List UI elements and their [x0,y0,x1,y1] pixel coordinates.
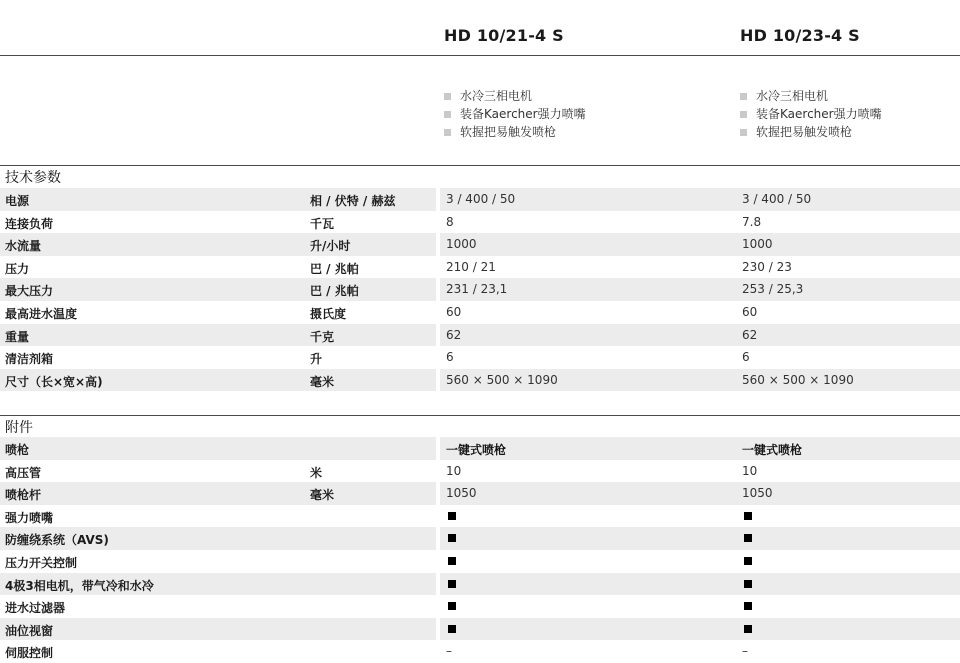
model-2-cell [736,482,960,505]
included-icon [448,625,456,633]
model-2-value: 一键式喷枪 [742,443,803,457]
row-unit: 巴 / 兆帕 [310,284,359,299]
row-label: 尺寸（长×宽×高) [5,374,103,389]
model-2-cell [736,618,960,641]
tech-divider [0,165,960,166]
table-row [0,573,960,596]
row-label: 连接负荷 [5,216,54,231]
model-2-value: 62 [742,327,758,342]
model-2-value: 60 [742,304,758,319]
model-1-cell [440,278,736,301]
row-label: 电源 [5,194,30,208]
model-2-value: 7.8 [742,214,762,229]
model-1-cell [440,595,736,618]
model-2-value: 3 / 400 / 50 [742,192,812,206]
model-1-value: 210 / 21 [446,259,496,274]
table-row [0,460,960,483]
accessories-divider [0,415,960,416]
row-unit: 千瓦 [310,216,335,231]
model-1-value: 8 [446,214,454,229]
feature-text: 软握把易触发喷枪 [756,125,853,139]
model-1-cell [440,211,736,234]
model-1-value: 1000 [446,237,477,252]
row-shading [0,278,436,301]
model-1-value: 3 / 400 / 50 [446,192,516,206]
model-2-cell [736,211,960,234]
included-icon [744,557,752,565]
model-2-value: – [742,644,748,659]
model-2-cell [736,233,960,256]
model-2-title: HD 10/23-4 S [740,26,860,45]
table-row [0,301,960,324]
bullet-icon [444,93,451,100]
row-label: 重量 [5,329,30,344]
row-shading [0,437,436,460]
feature-text: 装备Kaercher强力喷嘴 [756,107,882,121]
model-2-cell [736,460,960,483]
row-unit: 毫米 [310,374,335,389]
model-1-title: HD 10/21-4 S [444,26,564,45]
model-1-cell [440,233,736,256]
model-1-cell [440,460,736,483]
model-2-cell [736,437,960,460]
row-label: 进水过滤器 [5,601,66,616]
model-2-value: 10 [742,463,758,478]
row-shading [0,324,436,347]
row-label: 清洁剂箱 [5,352,54,367]
feature-item [444,105,586,123]
model-2-cell [736,550,960,573]
included-icon [448,580,456,588]
row-unit: 升/小时 [310,239,351,254]
model-1-cell [440,573,736,596]
row-label: 最大压力 [5,284,54,299]
table-row [0,550,960,573]
model-1-cell [440,301,736,324]
row-label: 压力开关控制 [5,555,78,570]
model-1-value: 1050 [446,486,477,501]
row-unit: 米 [310,465,323,480]
model-1-cell [440,482,736,505]
row-label: 高压管 [5,465,42,480]
model-1-value: 一键式喷枪 [446,443,507,457]
included-icon [744,580,752,588]
feature-item [740,87,882,105]
bullet-icon [740,129,747,136]
model-1-cell [440,527,736,550]
feature-text: 水冷三相电机 [756,89,829,103]
row-label: 水流量 [5,239,42,254]
feature-item [740,105,882,123]
row-label: 最高进水温度 [5,306,78,321]
row-unit: 摄氏度 [310,306,347,321]
row-unit: 升 [310,352,323,367]
model-1-cell [440,188,736,211]
model-1-cell [440,437,736,460]
table-row [0,437,960,460]
table-row [0,211,960,234]
header-divider [0,55,960,56]
bullet-icon [444,111,451,118]
model-2-cell [736,595,960,618]
row-label: 伺服控制 [5,646,54,661]
model-1-value: 231 / 23,1 [446,282,508,297]
model-2-cell [736,346,960,369]
table-row [0,482,960,505]
model-1-cell [440,618,736,641]
row-shading [0,233,436,256]
model-2-cell [736,573,960,596]
row-label: 4极3相电机，带气冷和水冷 [5,578,154,593]
table-row [0,346,960,369]
included-icon [448,512,456,520]
model-2-value: 253 / 25,3 [742,282,804,297]
model-2-value: 230 / 23 [742,259,792,274]
feature-text: 水冷三相电机 [460,89,533,103]
row-shading [0,482,436,505]
tech-section-title: 技术参数 [5,170,61,186]
row-label: 油位视窗 [5,623,54,638]
row-label: 强力喷嘴 [5,510,54,525]
model-1-cell [440,505,736,528]
model-1-value: – [446,644,452,659]
model-2-value: 560 × 500 × 1090 [742,372,854,387]
included-icon [744,512,752,520]
bullet-icon [444,129,451,136]
model-1-cell [440,324,736,347]
model-2-cell [736,369,960,392]
row-unit: 毫米 [310,488,335,503]
table-row [0,233,960,256]
model-2-cell [736,505,960,528]
included-icon [744,602,752,610]
table-row [0,595,960,618]
included-icon [744,625,752,633]
row-label: 压力 [5,261,30,276]
model-1-cell [440,256,736,279]
model-1-value: 6 [446,350,454,365]
row-unit: 相 / 伏特 / 赫兹 [310,194,396,208]
table-row [0,278,960,301]
model-1-cell [440,346,736,369]
model-2-cell [736,301,960,324]
table-row [0,618,960,641]
accessories-section-title: 附件 [5,420,33,436]
table-row [0,505,960,528]
row-unit: 千克 [310,329,335,344]
model-1-cell [440,550,736,573]
table-row [0,324,960,347]
table-row [0,188,960,211]
row-shading [0,618,436,641]
feature-item [444,87,586,105]
row-unit: 巴 / 兆帕 [310,261,359,276]
model-1-cell [440,369,736,392]
included-icon [744,534,752,542]
model-2-cell [736,188,960,211]
feature-item [740,123,882,141]
model-2-value: 1050 [742,486,773,501]
included-icon [448,557,456,565]
included-icon [448,534,456,542]
feature-item [444,123,586,141]
bullet-icon [740,93,747,100]
bullet-icon [740,111,747,118]
model-1-value: 62 [446,327,462,342]
model-2-cell [736,256,960,279]
tech-spec-table [0,188,960,391]
model-1-value: 560 × 500 × 1090 [446,372,558,387]
model-2-value: 1000 [742,237,773,252]
model-1-value: 60 [446,304,462,319]
included-icon [448,602,456,610]
model-1-features [444,87,586,141]
table-row [0,256,960,279]
model-2-features [740,87,882,141]
model-2-cell [736,527,960,550]
model-1-value: 10 [446,463,462,478]
feature-text: 装备Kaercher强力喷嘴 [460,107,586,121]
model-2-cell [736,278,960,301]
table-row [0,369,960,392]
feature-text: 软握把易触发喷枪 [460,125,557,139]
row-label: 喷枪 [5,443,30,457]
model-2-cell [736,324,960,347]
accessories-table [0,437,960,663]
table-row [0,527,960,550]
model-2-value: 6 [742,350,750,365]
row-label: 防缠绕系统（AVS) [5,533,109,548]
row-label: 喷枪杆 [5,488,42,503]
